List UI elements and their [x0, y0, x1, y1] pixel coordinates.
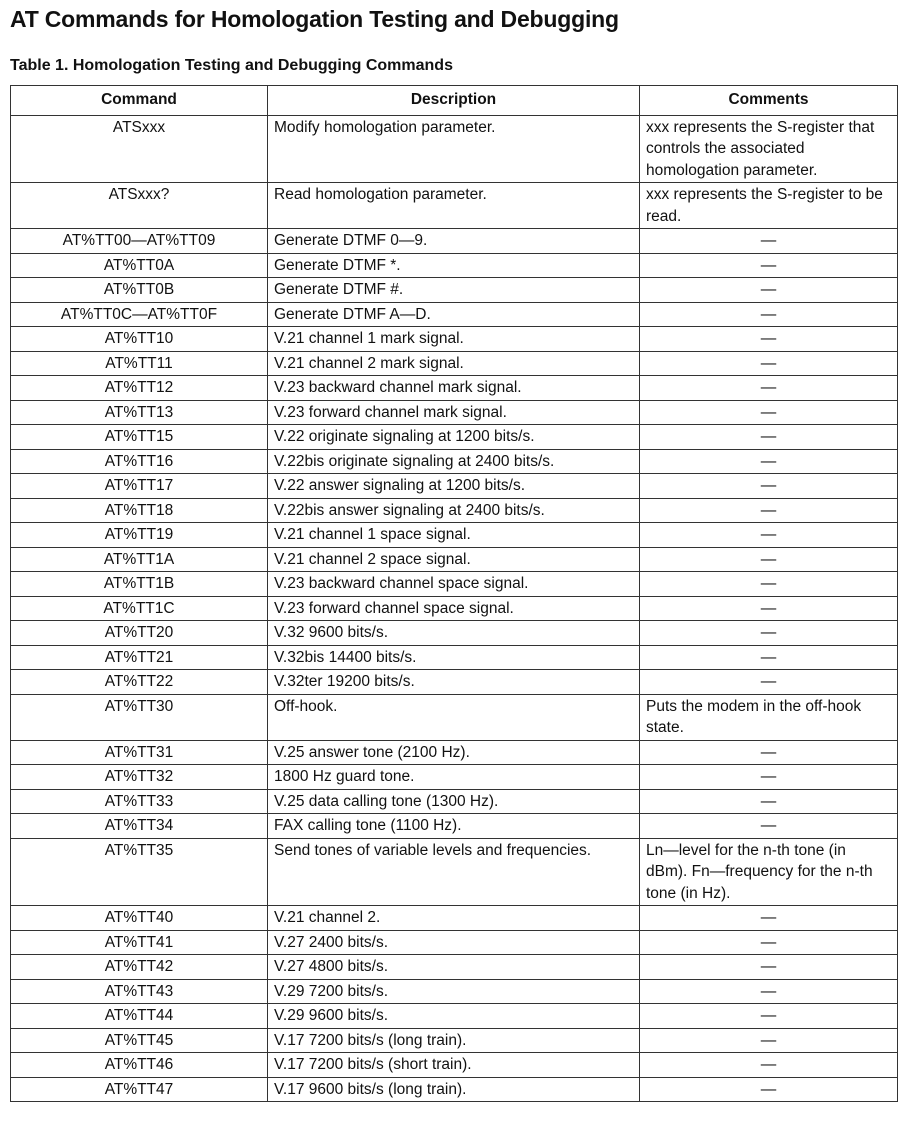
comments-cell: —	[640, 327, 898, 352]
description-cell: V.17 9600 bits/s (long train).	[268, 1077, 640, 1102]
table-row	[11, 1077, 898, 1102]
description-cell: V.27 4800 bits/s.	[268, 955, 640, 980]
command-cell: AT%TT35	[11, 838, 268, 906]
comments-cell: —	[640, 645, 898, 670]
table-row	[11, 740, 898, 765]
description-cell: V.32 9600 bits/s.	[268, 621, 640, 646]
description-cell: Generate DTMF #.	[268, 278, 640, 303]
command-cell: AT%TT17	[11, 474, 268, 499]
command-cell: AT%TT0B	[11, 278, 268, 303]
table-row	[11, 400, 898, 425]
table-row	[11, 572, 898, 597]
table-row	[11, 1053, 898, 1078]
comments-cell: —	[640, 930, 898, 955]
comments-cell: —	[640, 547, 898, 572]
comments-cell: —	[640, 572, 898, 597]
comments-cell: —	[640, 765, 898, 790]
comments-cell: —	[640, 400, 898, 425]
table-row	[11, 906, 898, 931]
table-header-row	[11, 86, 898, 116]
command-cell: AT%TT41	[11, 930, 268, 955]
comments-cell: —	[640, 740, 898, 765]
comments-cell: —	[640, 814, 898, 839]
description-cell: V.23 backward channel mark signal.	[268, 376, 640, 401]
description-cell: V.21 channel 1 space signal.	[268, 523, 640, 548]
comments-cell: —	[640, 979, 898, 1004]
comments-cell: —	[640, 425, 898, 450]
comments-cell: Ln—level for the n-th tone (in dBm). Fn—frequency for the n-th tone (in Hz).	[640, 838, 898, 906]
description-cell: Generate DTMF A—D.	[268, 302, 640, 327]
command-cell: AT%TT16	[11, 449, 268, 474]
table-row	[11, 351, 898, 376]
table-row	[11, 229, 898, 254]
table-row	[11, 765, 898, 790]
description-cell: V.32bis 14400 bits/s.	[268, 645, 640, 670]
command-cell: AT%TT10	[11, 327, 268, 352]
description-cell: V.22 answer signaling at 1200 bits/s.	[268, 474, 640, 499]
comments-cell: —	[640, 523, 898, 548]
description-cell: V.29 9600 bits/s.	[268, 1004, 640, 1029]
command-cell: AT%TT43	[11, 979, 268, 1004]
table-row	[11, 645, 898, 670]
description-cell: V.23 backward channel space signal.	[268, 572, 640, 597]
command-cell: AT%TT00—AT%TT09	[11, 229, 268, 254]
table-row	[11, 789, 898, 814]
command-cell: AT%TT1A	[11, 547, 268, 572]
page-title: AT Commands for Homologation Testing and Debugging	[10, 6, 619, 32]
comments-cell: —	[640, 351, 898, 376]
command-cell: AT%TT18	[11, 498, 268, 523]
comments-cell: —	[640, 789, 898, 814]
description-cell: V.21 channel 2 space signal.	[268, 547, 640, 572]
header-comments: Comments	[640, 86, 898, 116]
command-cell: AT%TT40	[11, 906, 268, 931]
table-row	[11, 183, 898, 229]
description-cell: V.22bis originate signaling at 2400 bits/s.	[268, 449, 640, 474]
table-row	[11, 596, 898, 621]
comments-cell: —	[640, 1028, 898, 1053]
description-cell: V.21 channel 2.	[268, 906, 640, 931]
table-row	[11, 1004, 898, 1029]
comments-cell: —	[640, 621, 898, 646]
comments-cell: —	[640, 1004, 898, 1029]
description-cell: V.23 forward channel mark signal.	[268, 400, 640, 425]
comments-cell: —	[640, 596, 898, 621]
table-row	[11, 115, 898, 183]
command-cell: AT%TT46	[11, 1053, 268, 1078]
comments-cell: xxx represents the S-register to be read.	[640, 183, 898, 229]
table-row	[11, 425, 898, 450]
table-row	[11, 449, 898, 474]
command-cell: AT%TT0C—AT%TT0F	[11, 302, 268, 327]
command-cell: AT%TT34	[11, 814, 268, 839]
table-row	[11, 979, 898, 1004]
table-row	[11, 1028, 898, 1053]
description-cell: V.27 2400 bits/s.	[268, 930, 640, 955]
comments-cell: Puts the modem in the off-hook state.	[640, 694, 898, 740]
command-cell: AT%TT33	[11, 789, 268, 814]
table-row	[11, 838, 898, 906]
comments-cell: —	[640, 474, 898, 499]
command-cell: AT%TT42	[11, 955, 268, 980]
description-cell: FAX calling tone (1100 Hz).	[268, 814, 640, 839]
description-cell: V.22bis answer signaling at 2400 bits/s.	[268, 498, 640, 523]
comments-cell: —	[640, 229, 898, 254]
table-row	[11, 694, 898, 740]
command-cell: AT%TT21	[11, 645, 268, 670]
description-cell: V.32ter 19200 bits/s.	[268, 670, 640, 695]
table-row	[11, 253, 898, 278]
description-cell: V.25 answer tone (2100 Hz).	[268, 740, 640, 765]
description-cell: 1800 Hz guard tone.	[268, 765, 640, 790]
table-row	[11, 327, 898, 352]
description-cell: V.23 forward channel space signal.	[268, 596, 640, 621]
table-row	[11, 474, 898, 499]
table-row	[11, 955, 898, 980]
description-cell: Off-hook.	[268, 694, 640, 740]
command-cell: AT%TT32	[11, 765, 268, 790]
comments-cell: —	[640, 906, 898, 931]
description-cell: Generate DTMF *.	[268, 253, 640, 278]
table-row	[11, 930, 898, 955]
table-caption: Table 1. Homologation Testing and Debugging Commands	[10, 57, 453, 74]
description-cell: Modify homologation parameter.	[268, 115, 640, 183]
command-cell: AT%TT0A	[11, 253, 268, 278]
description-cell: Send tones of variable levels and frequencies.	[268, 838, 640, 906]
command-cell: AT%TT11	[11, 351, 268, 376]
description-cell: Read homologation parameter.	[268, 183, 640, 229]
description-cell: V.21 channel 1 mark signal.	[268, 327, 640, 352]
description-cell: V.17 7200 bits/s (short train).	[268, 1053, 640, 1078]
command-cell: AT%TT47	[11, 1077, 268, 1102]
description-cell: V.29 7200 bits/s.	[268, 979, 640, 1004]
table-row	[11, 814, 898, 839]
comments-cell: xxx represents the S-register that controls the associated homologation parameter.	[640, 115, 898, 183]
command-cell: AT%TT44	[11, 1004, 268, 1029]
command-cell: AT%TT22	[11, 670, 268, 695]
table-row	[11, 498, 898, 523]
comments-cell: —	[640, 253, 898, 278]
command-cell: AT%TT15	[11, 425, 268, 450]
comments-cell: —	[640, 955, 898, 980]
description-cell: V.21 channel 2 mark signal.	[268, 351, 640, 376]
comments-cell: —	[640, 376, 898, 401]
description-cell: V.25 data calling tone (1300 Hz).	[268, 789, 640, 814]
command-cell: AT%TT20	[11, 621, 268, 646]
table-row	[11, 621, 898, 646]
description-cell: V.22 originate signaling at 1200 bits/s.	[268, 425, 640, 450]
command-cell: AT%TT45	[11, 1028, 268, 1053]
command-cell: AT%TT30	[11, 694, 268, 740]
table-row	[11, 547, 898, 572]
command-cell: AT%TT1C	[11, 596, 268, 621]
table-body	[11, 115, 898, 1102]
table-row	[11, 278, 898, 303]
command-cell: AT%TT1B	[11, 572, 268, 597]
description-cell: V.17 7200 bits/s (long train).	[268, 1028, 640, 1053]
description-cell: Generate DTMF 0—9.	[268, 229, 640, 254]
command-cell: AT%TT31	[11, 740, 268, 765]
comments-cell: —	[640, 449, 898, 474]
command-cell: AT%TT13	[11, 400, 268, 425]
table-row	[11, 670, 898, 695]
header-command: Command	[11, 86, 268, 116]
comments-cell: —	[640, 1053, 898, 1078]
command-cell: AT%TT19	[11, 523, 268, 548]
comments-cell: —	[640, 670, 898, 695]
comments-cell: —	[640, 1077, 898, 1102]
comments-cell: —	[640, 498, 898, 523]
comments-cell: —	[640, 302, 898, 327]
table-row	[11, 523, 898, 548]
command-cell: ATSxxx	[11, 115, 268, 183]
table-row	[11, 376, 898, 401]
command-cell: AT%TT12	[11, 376, 268, 401]
commands-table	[10, 85, 898, 1102]
table-row	[11, 302, 898, 327]
command-cell: ATSxxx?	[11, 183, 268, 229]
comments-cell: —	[640, 278, 898, 303]
header-description: Description	[268, 86, 640, 116]
